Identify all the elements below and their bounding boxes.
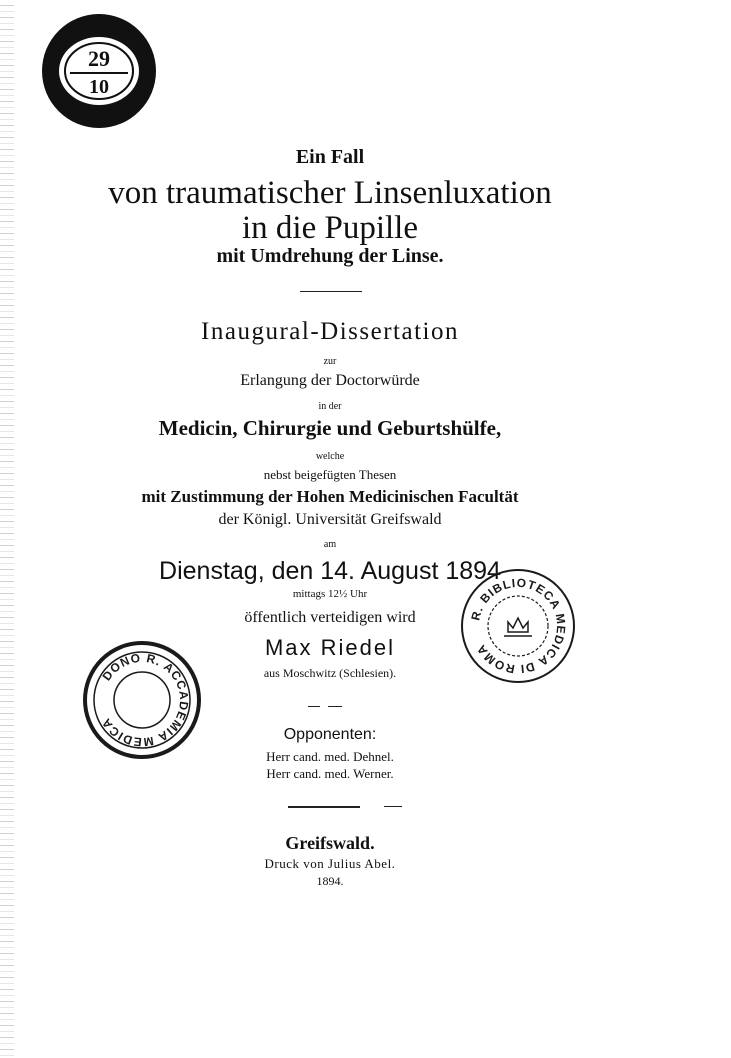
title-divider [300,291,362,292]
library-label-bottom-number: 10 [89,76,109,98]
imprint-divider-short [384,806,402,807]
dissertation-verteidigen: öffentlich verteidigen wird [244,609,416,626]
dissertation-universitaet: der Königl. Universität Greifswald [218,511,442,528]
imprint-printer: Druck von Julius Abel. [264,856,396,871]
dissertation-zustimmung: mit Zustimmung der Hohen Medicinischen Facultät [141,487,519,506]
dissertation-time: mittags 12½ Uhr [292,588,368,600]
author-name: Max Riedel [264,635,396,660]
biblioteca-stamp-text: R. BIBLIOTECA MEDICA DI ROMA [468,575,569,677]
imprint-year: 1894. [316,874,344,888]
dissertation-in-der: in der [318,401,342,412]
dissertation-heading: Inaugural-Dissertation [201,318,459,345]
dissertation-welche: welche [315,451,345,462]
library-label-top-number: 29 [88,46,110,71]
short-divider-left [308,706,320,707]
imprint-city: Greifswald. [285,833,375,853]
title-line-1: Ein Fall [295,146,365,168]
title-line-4: mit Umdrehung der Linse. [216,245,444,267]
accademia-stamp-text: DONO R. ACCADEMIA MEDICA [98,650,192,750]
short-divider-right [328,706,342,707]
imprint-divider-long [288,806,360,808]
dissertation-am: am [323,539,337,550]
accademia-stamp-graphic [82,640,202,760]
biblioteca-medica-stamp [458,566,578,686]
dissertation-zur: zur [323,356,337,367]
title-line-2: von traumatischer Linsenluxation [108,175,552,211]
dissertation-date: Dienstag, den 14. August 1894 [159,557,501,585]
opponent-1: Herr cand. med. Dehnel. [266,749,394,764]
dissertation-fields: Medicin, Chirurgie und Geburtshülfe, [158,416,502,440]
author-origin: aus Moschwitz (Schlesien). [263,666,397,680]
accademia-medica-stamp [82,640,202,760]
library-label-stamp [40,12,158,130]
title-line-3: in die Pupille [242,210,418,246]
opponents-heading: Opponenten: [283,726,377,743]
opponent-2: Herr cand. med. Werner. [266,766,394,781]
dissertation-thesen: nebst beigefügten Thesen [263,467,397,482]
dissertation-erlangung: Erlangung der Doctorwürde [240,372,420,389]
biblioteca-stamp-graphic [458,566,578,686]
